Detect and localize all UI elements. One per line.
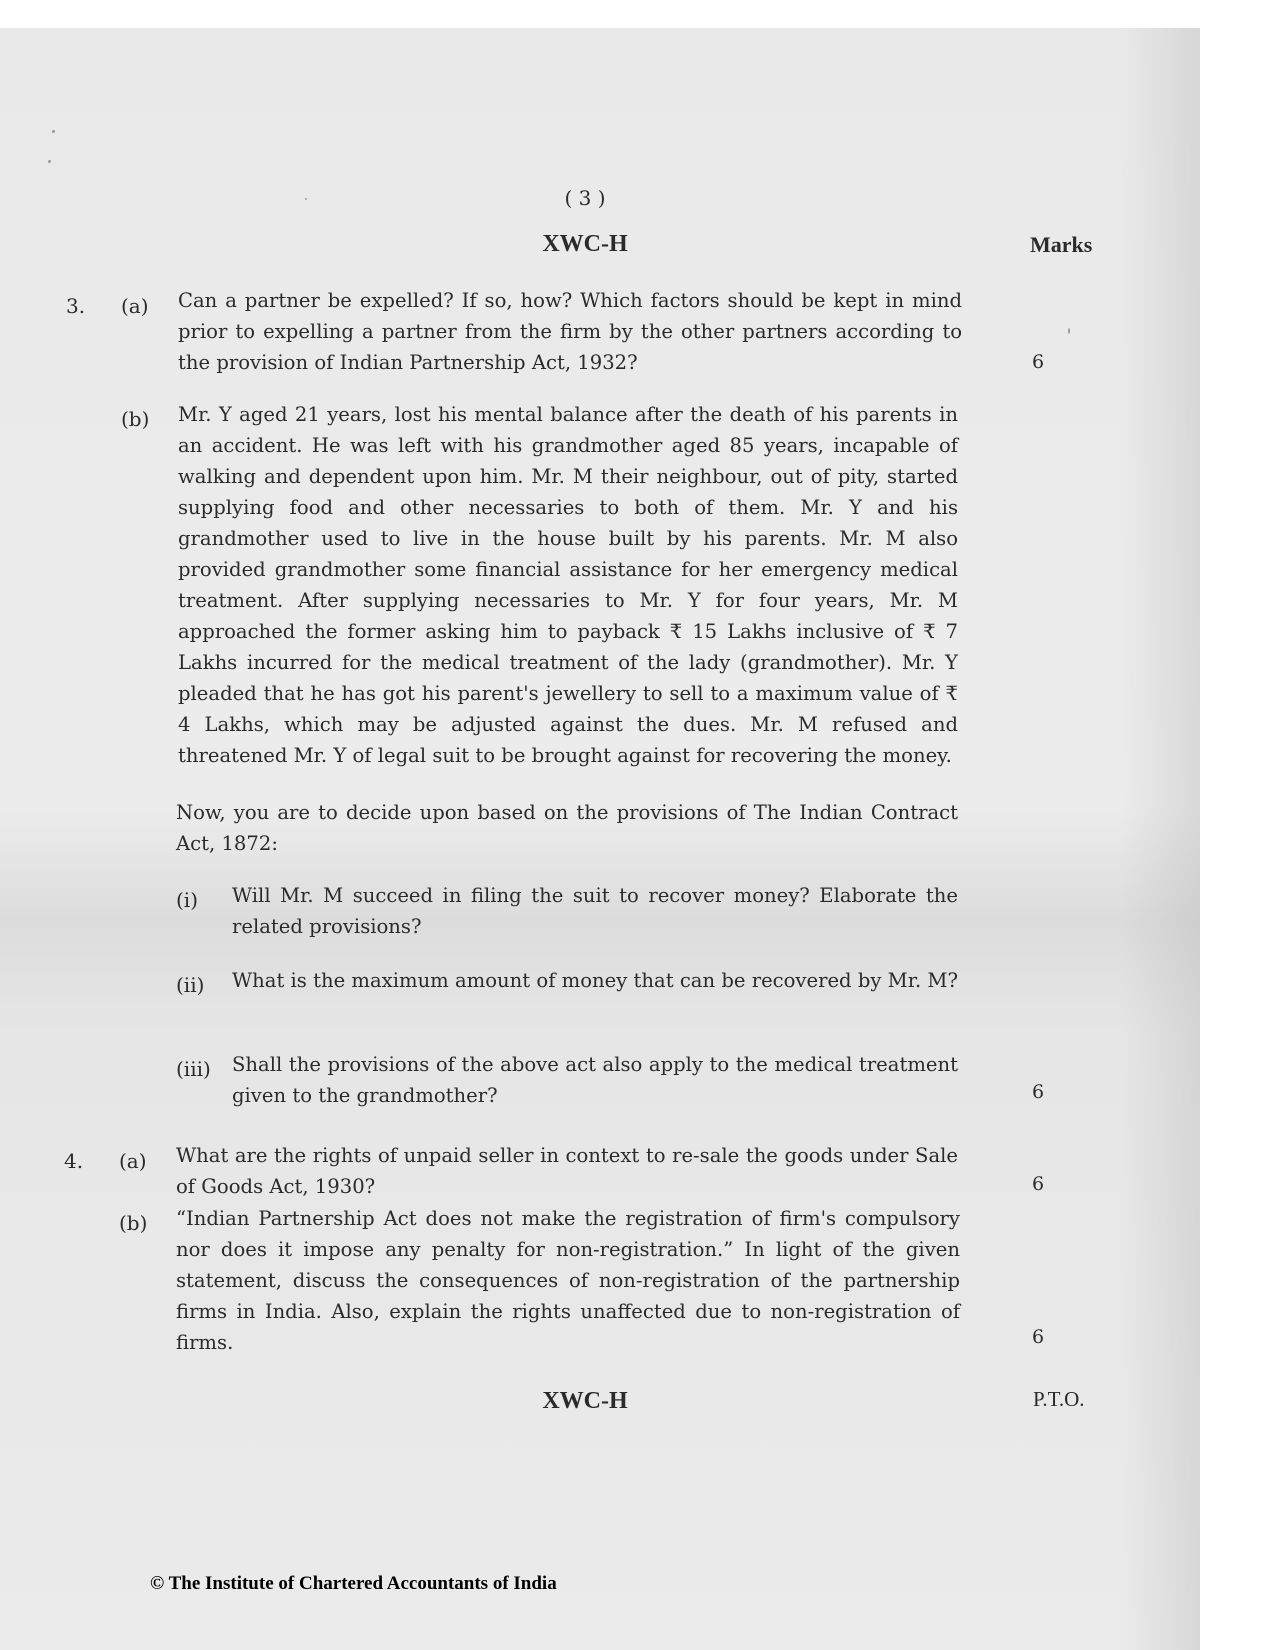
question-text: What are the rights of unpaid seller in context to re-sale the goods under Sale of Goods Act, 1930?: [176, 1144, 958, 1198]
marks-value: 6: [1032, 1326, 1045, 1348]
paper-code-header: XWC-H: [542, 231, 628, 257]
part-label: (b): [119, 1211, 148, 1235]
paper-code-footer: XWC-H: [542, 1388, 628, 1414]
please-turn-over: P.T.O.: [1033, 1387, 1085, 1411]
question-text: Now, you are to decide upon based on the provisions of The Indian Contract Act, 1872:: [176, 801, 958, 855]
marks-value: 6: [1032, 351, 1045, 373]
part-label: (a): [119, 1149, 147, 1173]
copyright-notice: © The Institute of Chartered Accountants of India: [150, 1573, 557, 1594]
marks-column-heading: Marks: [1030, 232, 1093, 257]
marks-value: 6: [1032, 1173, 1045, 1195]
subpart-label: (ii): [176, 973, 205, 997]
subpart-text: Shall the provisions of the above act also apply to the medical treatment given to the grandmother?: [232, 1053, 958, 1107]
page-number: ( 3 ): [564, 186, 606, 210]
question-text: “Indian Partnership Act does not make the registration of firm's compulsory nor does it impose any penalty for non-registration.” In light of the given statement, discuss the consequences of non-registration of the partnership firms in India. Also, explain the rights unaffected due to non-registration of firms.: [176, 1207, 960, 1354]
subpart-label: (i): [176, 888, 199, 912]
question-number: 4.: [64, 1149, 84, 1173]
question-text: Can a partner be expelled? If so, how? Which factors should be kept in mind prior to expelling a partner from the firm by the other partners according to the provision of Indian Partnership Act, 1932?: [178, 289, 962, 374]
marks-value: 6: [1032, 1081, 1045, 1103]
subpart-text: Will Mr. M succeed in filing the suit to recover money? Elaborate the related provisions?: [232, 884, 958, 938]
scan-speck: [52, 130, 55, 133]
question-text: Mr. Y aged 21 years, lost his mental balance after the death of his parents in an accident. He was left with his grandmother aged 85 years, incapable of walking and dependent upon him. Mr. M their neighbour, out of pity, started supplying food and other necessaries to both of them. Mr. Y and his grandmother used to live in the house built by his parents. Mr. M also provided grandmother some financial assistance for her emergency medical treatment. After supplying necessaries to Mr. Y for four years, Mr. M approached the former asking him to payback ₹ 15 Lakhs inclusive of ₹ 7 Lakhs incurred for the medical treatment of the lady (grandmother). Mr. Y pleaded that he has got his parent's jewellery to sell to a maximum value of ₹ 4 Lakhs, which may be adjusted against the dues. Mr. M refused and threatened Mr. Y of legal suit to be brought against for recovering the money.: [178, 403, 958, 767]
subpart-text: What is the maximum amount of money that can be recovered by Mr. M?: [232, 969, 958, 992]
part-label: (b): [121, 407, 150, 431]
part-label: (a): [121, 294, 149, 318]
scan-speck: [1068, 328, 1070, 334]
scan-speck: [48, 160, 51, 163]
question-number: 3.: [66, 294, 86, 318]
subpart-label: (iii): [176, 1057, 211, 1081]
